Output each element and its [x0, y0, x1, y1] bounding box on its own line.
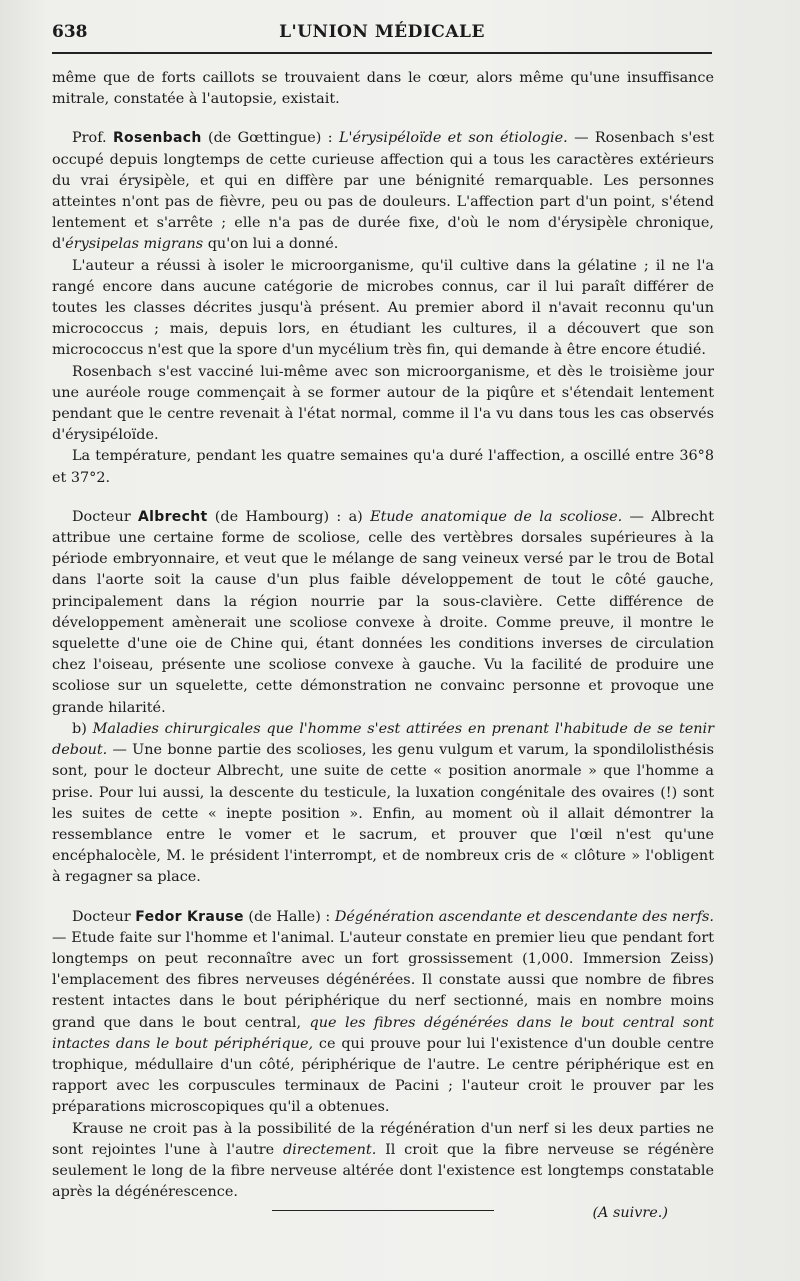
text-run: b)	[72, 720, 93, 737]
text-run: L'auteur a réussi à isoler le microorganisme, qu'il cultive dans la gélatine ; il ne l'a rangé encore dans aucune catégorie de microbes connus, car il lui paraît différer de toutes les classes décrites jusqu'à présent. Au premier abord il n'avait reconnu qu'un micrococcus ; mais, depuis lors, en étudiant les cultures, il a découvert que son micrococcus n'est que la spore d'un mycélium très fin, qui demande à être encore étudié.	[52, 257, 714, 359]
italic-text: Maladies chirurgicales que l'homme s'est attirées en prenant l'habitude de se tenir debout.	[52, 720, 714, 759]
paragraph	[52, 719, 714, 889]
italic-text: érysipelas migrans	[65, 236, 204, 253]
text-run: qu'on lui a donné.	[203, 236, 339, 253]
text-run: — Etude faite sur l'homme et l'animal. L'auteur constate en premier lieu que pendant fort longtemps on peut reconnaître avec un fort grossissement (1,000. Immersion Zeiss) l'emplacement des fibres nerveuses dégénérées. Il constate aussi que nombre de fibres restent intactes dans le bout périphérique du nerf sectionné, mais en nombre moins grand que dans le bout central,	[52, 929, 714, 1031]
closing-rule	[272, 1210, 494, 1211]
text-run: — Rosenbach s'est occupé depuis longtemps de cette curieuse affection qui a tous les caractères extérieurs du vrai érysipèle, et qui en diffère par une bénignité remarquable. Les personnes atteintes n'ont pas de fièvre, peu ou pas de douleurs. L'affection part d'un point, s'étend lentement et s'arrête ; elle n'a pas de durée fixe, d'où le nom d'érysipèle chronique, d'	[52, 130, 715, 253]
text-run: (de Gœttingue) :	[201, 130, 339, 147]
italic-text: Dégénération ascendante et descendante des nerfs.	[334, 908, 714, 925]
author-name: Rosenbach	[112, 130, 202, 147]
text-run: Rosenbach s'est vacciné lui-même avec son microorganisme, et dès le troisième jour une auréole rouge commençait à se former autour de la piqûre et s'étendait lentement pendant que le centre revenait à l'état normal, comme il l'a vu dans tous les cas observés d'érysipéloïde.	[52, 363, 714, 444]
italic-text: Etude anatomique de la scoliose.	[370, 508, 623, 525]
paragraph	[52, 362, 714, 447]
italic-text: L'érysipéloïde et son étiologie.	[338, 130, 568, 147]
running-title: L'UNION MÉDICALE	[279, 22, 485, 42]
article-body	[52, 68, 714, 1225]
text-run: Prof.	[72, 130, 113, 147]
author-name: Fedor Krause	[135, 908, 244, 925]
text-run: Docteur	[72, 908, 136, 925]
page-header	[52, 22, 712, 48]
paragraph	[52, 446, 714, 488]
paragraph	[52, 1119, 714, 1204]
page-number: 638	[52, 22, 88, 42]
to-be-continued-text: (A suivre.)	[592, 1205, 668, 1222]
to-be-continued	[52, 1203, 714, 1224]
paragraph	[52, 507, 714, 719]
text-run: La température, pendant les quatre semaines qu'a duré l'affection, a oscillé entre 36°8 et 37°2.	[52, 448, 714, 486]
text-run: — Une bonne partie des scolioses, les genu vulgum et varum, la spondilolisthésis sont, pour le docteur Albrecht, une suite de cette « position anormale » que l'homme a prise. Pour lui aussi, la descente du testicule, la luxation congénitale des ovaires (!) sont les suites de cette « inepte position ». Enfin, au moment où il allait démontrer la ressemblance entre le vomer et le sacrum, et prouver que l'œil n'est qu'une encéphalocèle, M. le président l'interrompt, et de nombreux cris de « clôture » l'obligent à regagner sa place.	[52, 742, 714, 886]
text-run: — Albrecht attribue une certaine forme de scoliose, celle des vertèbres dorsales supérieures à la période embryonnaire, et veut que le mélange de sang veineux versé par le trou de Botal dans l'aorte soit la cause d'un plus faible développement de tout le côté gauche, principalement dans la région nourrie par la sous-clavière. Cette différence de développement amènerait une scoliose convexe à droite. Comme preuve, il montre le squelette d'une oie de Chine qui, étant données les conditions inverses de circulation chez l'oiseau, présente une scoliose convexe à gauche. Vu la facilité de produire une scoliose sur un squelette, cette démonstration ne convainc personne et provoque une grande hilarité.	[52, 508, 714, 716]
text-run: ce qui prouve pour lui l'existence d'un double centre trophique, médullaire d'un côté, périphérique de l'autre. Le centre périphérique est en rapport avec les corpuscules terminaux de Pacini ; l'auteur croit le prouver par les préparations microscopiques qu'il a obtenues.	[52, 1035, 714, 1116]
italic-text: que les fibres dégénérées dans le bout central sont intactes dans le bout périphérique,	[52, 1014, 714, 1052]
text-run: (de Halle) :	[243, 908, 335, 925]
text-run: même que de forts caillots se trouvaient dans le cœur, alors même qu'une insuffisance mitrale, constatée à l'autopsie, existait.	[52, 70, 714, 108]
text-run: Il croit que la fibre nerveuse se régénère seulement le long de la fibre nerveuse altérée dont l'existence est longtemps constatable après la dégénérescence.	[52, 1141, 714, 1201]
paragraph	[52, 128, 714, 255]
paragraph	[52, 907, 714, 1119]
text-run: Krause ne croit pas à la possibilité de la régénération d'un nerf si les deux parties ne sont rejointes l'une à l'autre	[52, 1120, 714, 1158]
paragraph	[52, 256, 714, 362]
text-run: Docteur	[72, 508, 139, 525]
italic-text: directement.	[282, 1141, 377, 1158]
text-run: (de Hambourg) : a)	[207, 508, 371, 525]
paragraph	[52, 68, 714, 110]
author-name: Albrecht	[138, 508, 208, 525]
header-rule	[52, 52, 712, 54]
